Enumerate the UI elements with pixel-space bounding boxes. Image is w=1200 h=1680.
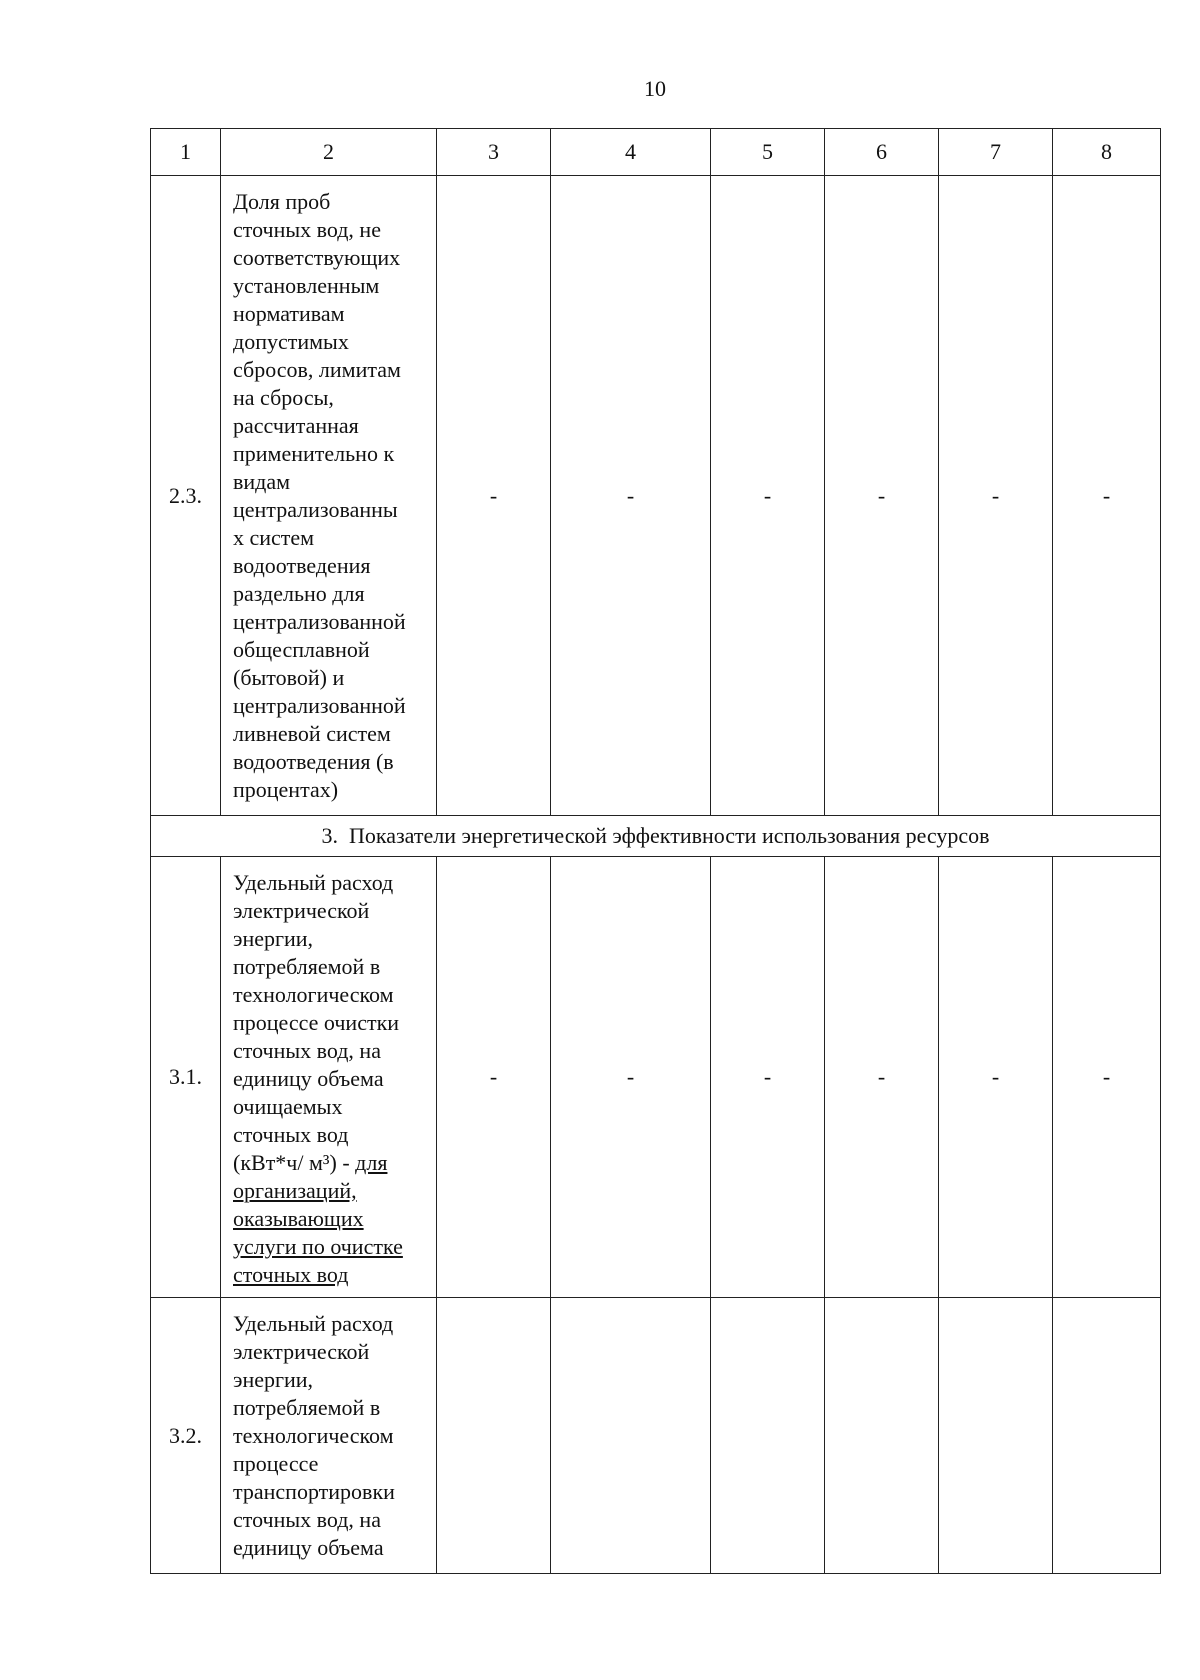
- description-line: [233, 720, 428, 748]
- description-text: централизованны: [233, 497, 398, 522]
- description-line: [233, 1233, 428, 1261]
- description-line: [233, 1149, 428, 1177]
- section-title-text: Показатели энергетической эффективности использования ресурсов: [348, 823, 990, 848]
- description-line: [233, 1037, 428, 1065]
- description-text: очищаемых: [233, 1094, 343, 1119]
- description-text: соответствующих: [233, 245, 401, 270]
- section-title: [151, 816, 1161, 857]
- description-line: [233, 468, 428, 496]
- description-text: допустимых: [233, 329, 349, 354]
- description-line: [233, 1506, 428, 1534]
- row-description: [221, 1298, 437, 1574]
- value-cell: -: [711, 176, 825, 816]
- description-line: [233, 524, 428, 552]
- description-text: сточных вод, на: [233, 1038, 381, 1063]
- value-cell: [711, 1298, 825, 1574]
- description-text: транспортировки: [233, 1479, 395, 1504]
- description-text: электрической: [233, 898, 370, 923]
- description-line: [233, 188, 428, 216]
- description-line: [233, 1009, 428, 1037]
- description-line: [233, 440, 428, 468]
- description-line: [233, 384, 428, 412]
- column-header: 6: [825, 129, 939, 176]
- value-cell: -: [825, 176, 939, 816]
- description-line: [233, 412, 428, 440]
- column-header: 2: [221, 129, 437, 176]
- description-text: водоотведения (в: [233, 749, 394, 774]
- description-text: рассчитанная: [233, 413, 359, 438]
- description-text: нормативам: [233, 301, 345, 326]
- value-cell: [437, 1298, 551, 1574]
- description-text: централизованной: [233, 693, 406, 718]
- description-text: технологическом: [233, 1423, 394, 1448]
- description-line: [233, 692, 428, 720]
- row-number: 3.2.: [151, 1298, 221, 1574]
- description-line: [233, 328, 428, 356]
- description-line: [233, 1394, 428, 1422]
- description-line: [233, 608, 428, 636]
- description-text: энергии,: [233, 1367, 314, 1392]
- column-header: 3: [437, 129, 551, 176]
- description-line: [233, 580, 428, 608]
- description-text: ливневой систем: [233, 721, 391, 746]
- table-row: [151, 857, 1161, 1298]
- description-text: общесплавной: [233, 637, 370, 662]
- value-cell: [825, 1298, 939, 1574]
- description-line: [233, 869, 428, 897]
- value-cell: -: [825, 857, 939, 1298]
- column-header: 5: [711, 129, 825, 176]
- value-cell: -: [1053, 857, 1161, 1298]
- description-text: раздельно для: [233, 581, 365, 606]
- description-text: процентах): [233, 777, 339, 802]
- description-text: оказывающих: [233, 1206, 364, 1231]
- description-text: сточных вод, на: [233, 1507, 381, 1532]
- description-line: [233, 1310, 428, 1338]
- description-text: энергии,: [233, 926, 314, 951]
- description-text: (кВт*ч/ м³) -: [233, 1150, 356, 1175]
- description-text: Доля проб: [233, 189, 331, 214]
- value-cell: [551, 1298, 711, 1574]
- section-header-row: [151, 816, 1161, 857]
- description-line: [233, 356, 428, 384]
- description-text: сбросов, лимитам: [233, 357, 401, 382]
- row-description: [221, 176, 437, 816]
- row-description: [221, 857, 437, 1298]
- column-header: 4: [551, 129, 711, 176]
- indicators-table: [150, 128, 1161, 1574]
- description-line: [233, 216, 428, 244]
- value-cell: -: [551, 857, 711, 1298]
- table-row: [151, 176, 1161, 816]
- value-cell: -: [939, 176, 1053, 816]
- description-text: на сбросы,: [233, 385, 334, 410]
- description-line: [233, 1065, 428, 1093]
- column-header: 1: [151, 129, 221, 176]
- description-line: [233, 1093, 428, 1121]
- description-line: [233, 1450, 428, 1478]
- page-number: 10: [644, 76, 666, 101]
- description-text: потребляемой в: [233, 954, 381, 979]
- description-line: [233, 496, 428, 524]
- value-cell: [1053, 1298, 1161, 1574]
- description-text: Удельный расход: [233, 870, 394, 895]
- description-line: [233, 552, 428, 580]
- value-cell: -: [551, 176, 711, 816]
- description-line: [233, 981, 428, 1009]
- description-text: организаций,: [233, 1178, 357, 1203]
- description-line: [233, 1478, 428, 1506]
- description-text: процессе: [233, 1451, 319, 1476]
- value-cell: -: [711, 857, 825, 1298]
- description-line: [233, 1422, 428, 1450]
- description-line: [233, 1338, 428, 1366]
- column-header: 7: [939, 129, 1053, 176]
- value-cell: [939, 1298, 1053, 1574]
- description-line: [233, 664, 428, 692]
- description-line: [233, 953, 428, 981]
- description-text: единицу объема: [233, 1535, 384, 1560]
- description-line: [233, 1534, 428, 1562]
- description-line: [233, 925, 428, 953]
- description-line: [233, 1177, 428, 1205]
- column-number-row: [151, 129, 1161, 176]
- description-line: [233, 1121, 428, 1149]
- description-line: [233, 1205, 428, 1233]
- section-number: 3.: [321, 823, 338, 848]
- description-text: Удельный расход: [233, 1311, 394, 1336]
- description-line: [233, 748, 428, 776]
- description-text: единицу объема: [233, 1066, 384, 1091]
- description-text: сточных вод: [233, 1122, 349, 1147]
- value-cell: -: [1053, 176, 1161, 816]
- column-header: 8: [1053, 129, 1161, 176]
- description-text: применительно к: [233, 441, 395, 466]
- description-text: электрической: [233, 1339, 370, 1364]
- description-text: видам: [233, 469, 291, 494]
- description-text: х систем: [233, 525, 315, 550]
- value-cell: -: [437, 176, 551, 816]
- description-text: сточных вод, не: [233, 217, 381, 242]
- description-text: сточных вод: [233, 1262, 349, 1287]
- description-line: [233, 1261, 428, 1289]
- description-text: технологическом: [233, 982, 394, 1007]
- value-cell: -: [437, 857, 551, 1298]
- description-line: [233, 244, 428, 272]
- description-line: [233, 272, 428, 300]
- description-line: [233, 897, 428, 925]
- row-number: 2.3.: [151, 176, 221, 816]
- description-text: централизованной: [233, 609, 406, 634]
- description-text: установленным: [233, 273, 380, 298]
- value-cell: -: [939, 857, 1053, 1298]
- description-text: услуги по очистке: [233, 1234, 403, 1259]
- description-text: (бытовой) и: [233, 665, 345, 690]
- description-line: [233, 636, 428, 664]
- description-text: потребляемой в: [233, 1395, 381, 1420]
- description-text-underlined: для: [355, 1150, 388, 1175]
- description-line: [233, 300, 428, 328]
- description-text: водоотведения: [233, 553, 371, 578]
- description-text: процессе очистки: [233, 1010, 400, 1035]
- description-line: [233, 1366, 428, 1394]
- row-number: 3.1.: [151, 857, 221, 1298]
- table-row: [151, 1298, 1161, 1574]
- description-line: [233, 776, 428, 804]
